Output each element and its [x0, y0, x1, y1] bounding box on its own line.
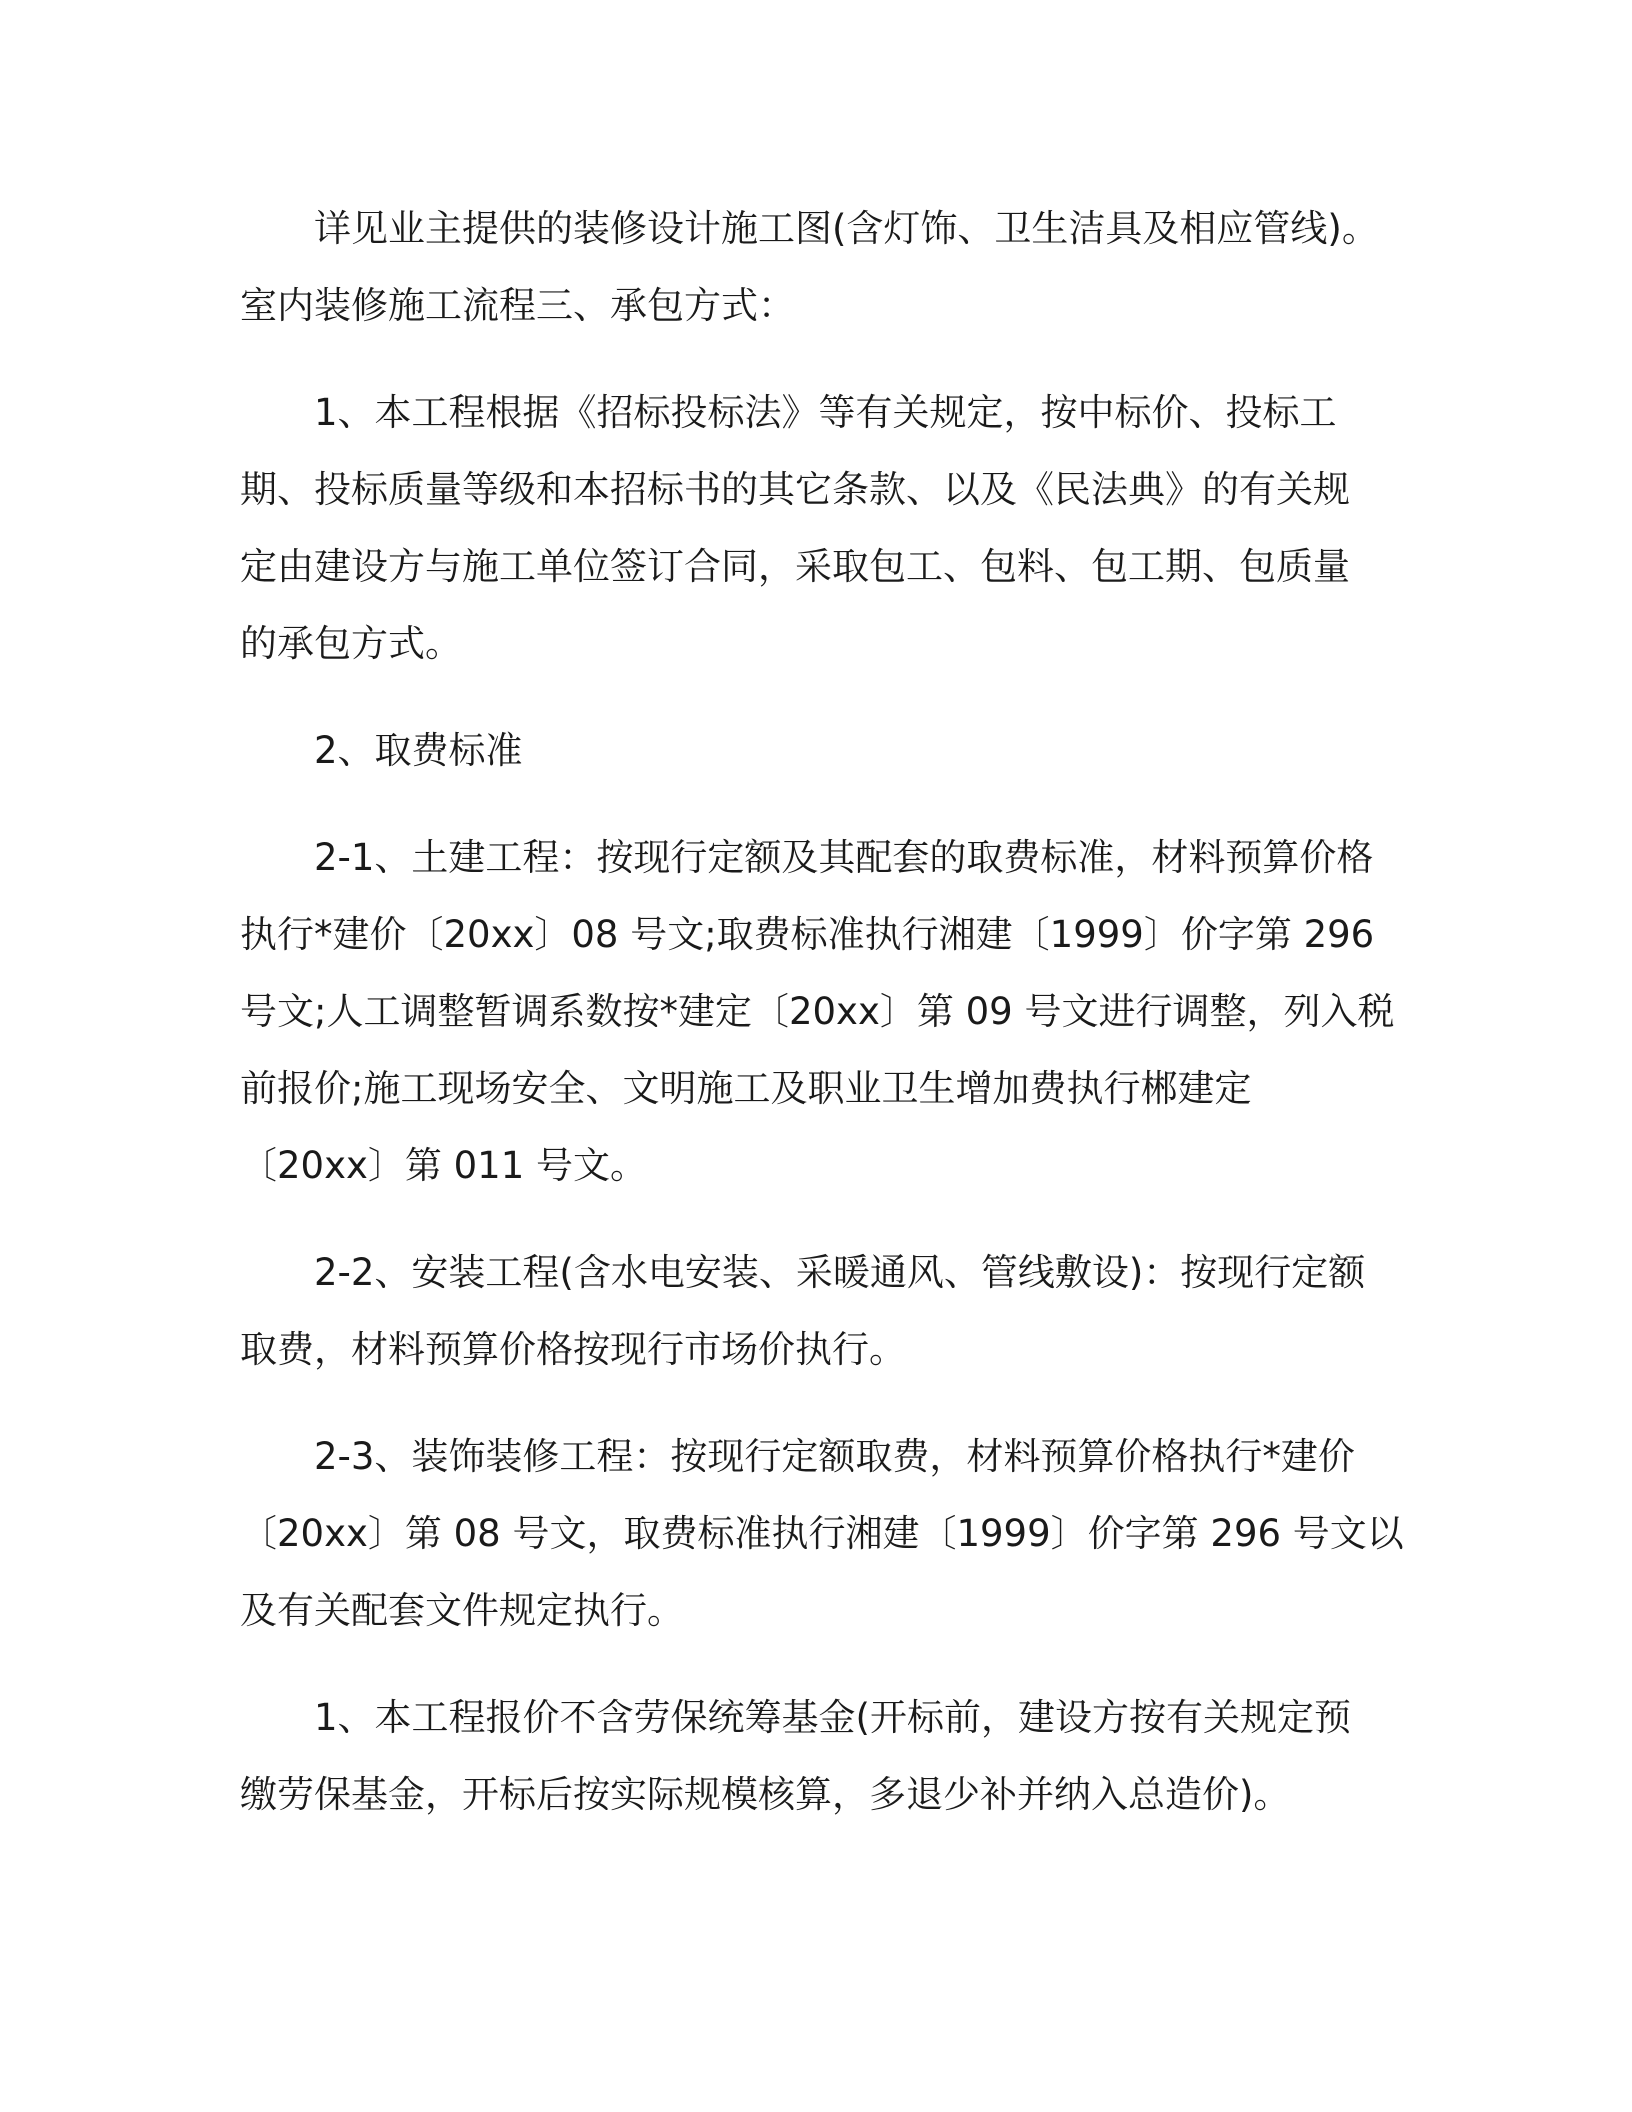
paragraph-line: 及有关配套文件规定执行。 — [240, 1589, 684, 1632]
paragraph-line: 的承包方式。 — [240, 622, 462, 665]
paragraph-line: 号文;人工调整暂调系数按*建定〔20xx〕第 09 号文进行调整，列入税 — [240, 990, 1395, 1033]
paragraph-line: 〔20xx〕第 08 号文，取费标准执行湘建〔1999〕价字第 296 号文以 — [240, 1512, 1404, 1555]
paragraph-line: 执行*建价〔20xx〕08 号文;取费标准执行湘建〔1999〕价字第 296 — [240, 913, 1375, 956]
paragraph-line: 取费，材料预算价格按现行市场价执行。 — [240, 1328, 906, 1371]
section-heading-fee-standard — [240, 712, 1390, 789]
paragraph-line: 详见业主提供的装修设计施工图(含灯饰、卫生洁具及相应管线)。 — [314, 207, 1379, 250]
paragraph-line: 1、本工程报价不含劳保统筹基金(开标前，建设方按有关规定预 — [314, 1696, 1351, 1739]
paragraph-labor-insurance — [240, 1679, 1390, 1833]
paragraph-line: 前报价;施工现场安全、文明施工及职业卫生增加费执行郴建定 — [240, 1067, 1252, 1110]
paragraph-line: 2-2、安装工程(含水电安装、采暖通风、管线敷设)：按现行定额 — [314, 1251, 1366, 1294]
paragraph-line: 1、本工程根据《招标投标法》等有关规定，按中标价、投标工 — [314, 391, 1337, 434]
paragraph-line: 2-3、装饰装修工程：按现行定额取费，材料预算价格执行*建价 — [314, 1435, 1355, 1478]
paragraph-scope — [240, 190, 1390, 344]
section-heading: 2、取费标准 — [314, 729, 523, 772]
paragraph-line: 2-1、土建工程：按现行定额及其配套的取费标准，材料预算价格 — [314, 836, 1374, 879]
paragraph-line: 室内装修施工流程三、承包方式： — [240, 284, 795, 327]
paragraph-decoration-works — [240, 1418, 1404, 1649]
paragraph-line: 期、投标质量等级和本招标书的其它条款、以及《民法典》的有关规 — [240, 468, 1350, 511]
paragraph-civil-works — [240, 819, 1395, 1204]
paragraph-line: 定由建设方与施工单位签订合同，采取包工、包料、包工期、包质量 — [240, 545, 1350, 588]
paragraph-installation-works — [240, 1234, 1390, 1388]
paragraph-contract-method — [240, 374, 1390, 682]
paragraph-line: 〔20xx〕第 011 号文。 — [240, 1144, 648, 1187]
paragraph-line: 缴劳保基金，开标后按实际规模核算，多退少补并纳入总造价)。 — [240, 1773, 1291, 1816]
document-body — [240, 190, 1404, 1833]
